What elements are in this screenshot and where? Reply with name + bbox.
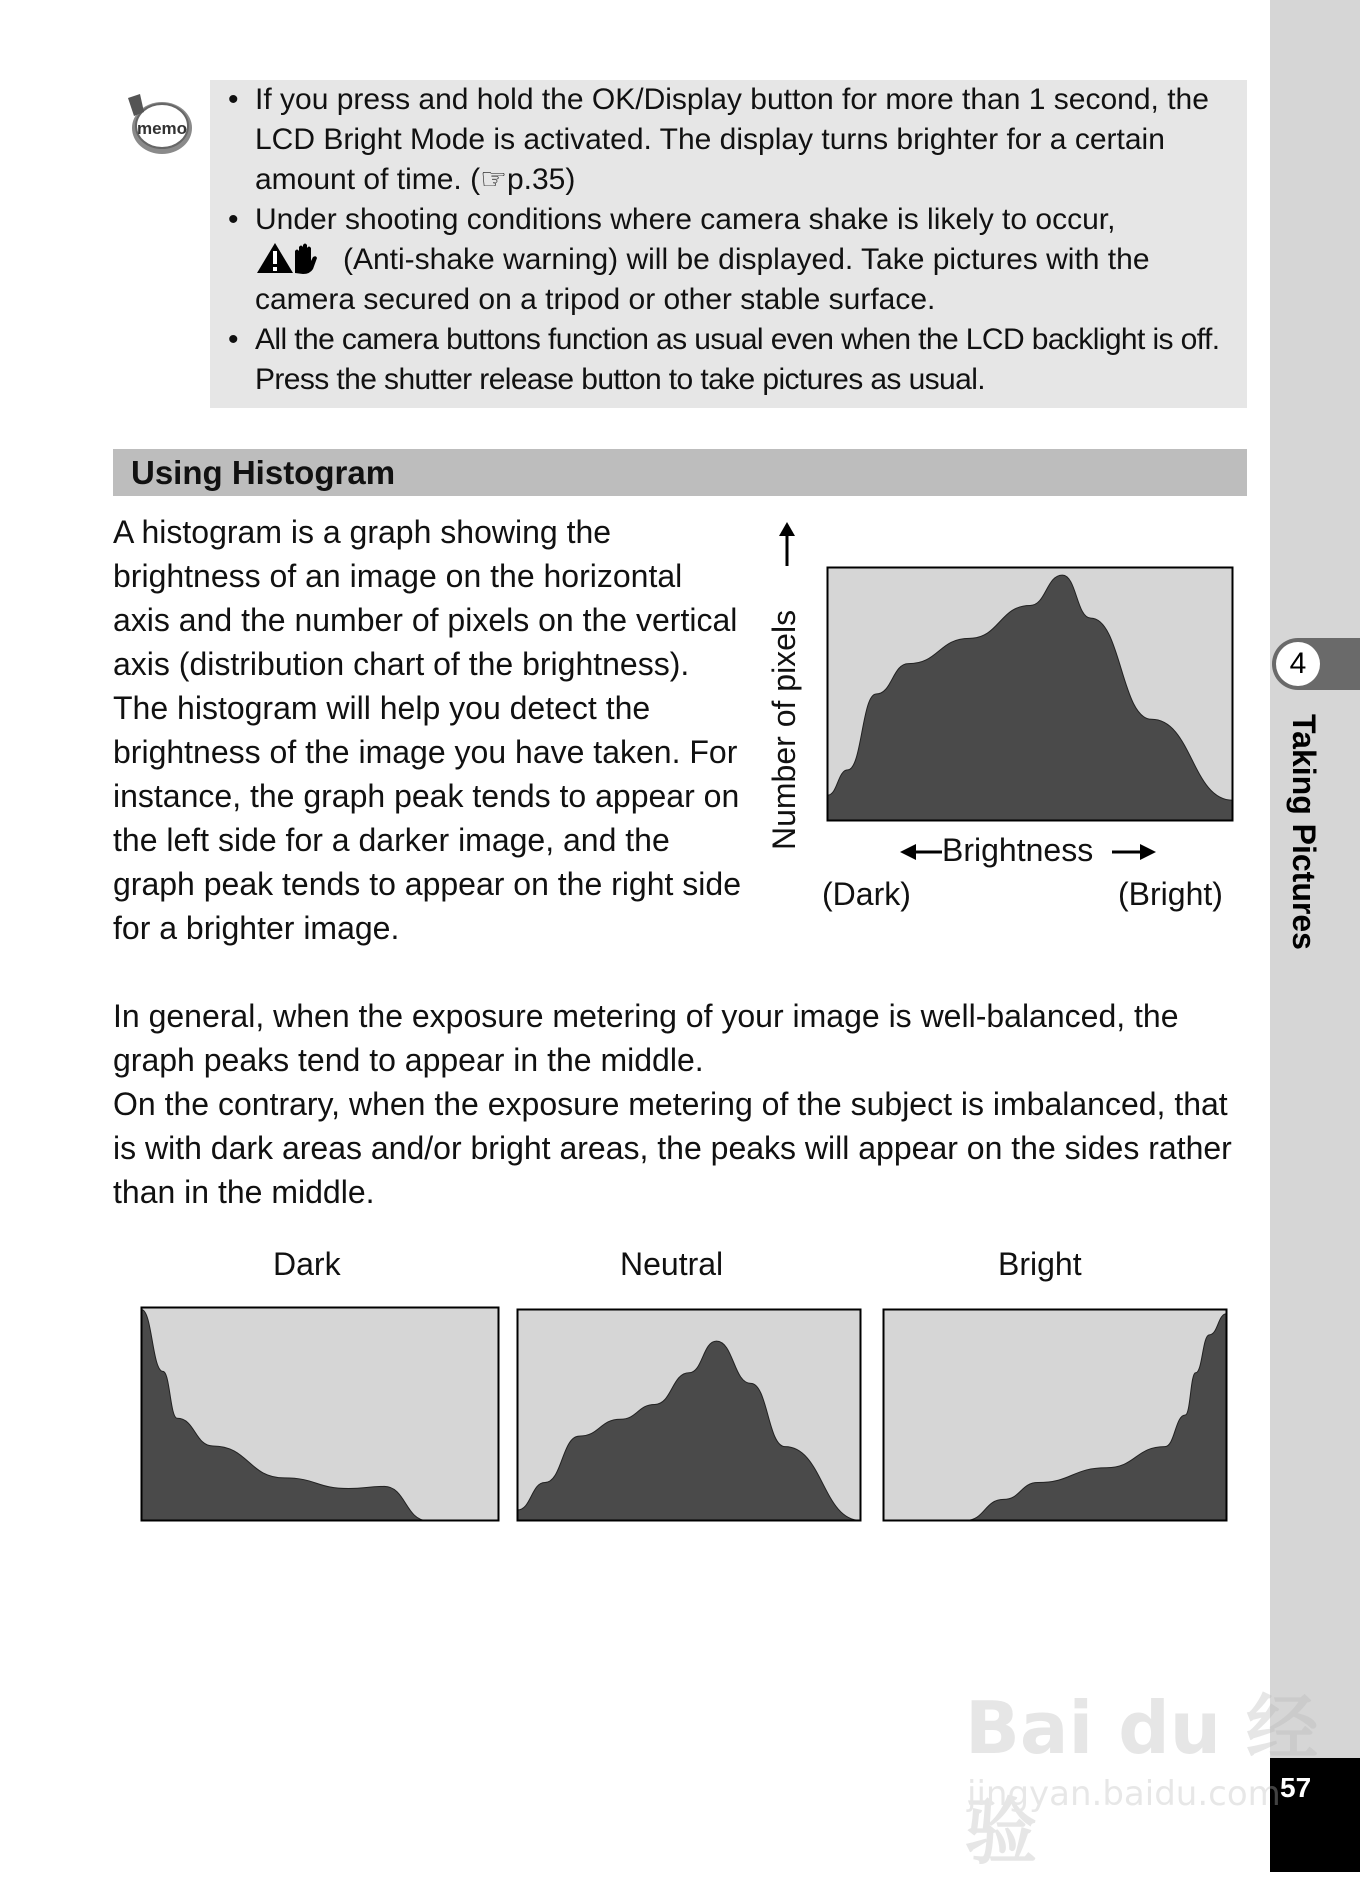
bright-end-label: (Bright) — [1118, 876, 1223, 912]
neutral-histogram-chart — [516, 1308, 862, 1522]
balanced-paragraph: In general, when the exposure metering of your image is well-balanced, the graph peaks tend to appear in the middle. — [113, 998, 1179, 1078]
dark-histogram-chart — [140, 1306, 500, 1522]
bullet: • — [228, 203, 239, 236]
chapter-number: 4 — [1276, 642, 1320, 686]
memo-icon — [120, 90, 200, 160]
bright-histogram-chart — [882, 1308, 1228, 1522]
dark-example-title: Dark — [273, 1246, 341, 1282]
section-title: Using Histogram — [131, 454, 396, 491]
section-header — [113, 449, 1247, 496]
bullet: • — [228, 83, 239, 116]
memo-icon-label: memo — [136, 119, 188, 138]
memo-item-text: Under shooting conditions where camera shake is likely to occur, — [255, 203, 1116, 236]
dark-end-label: (Dark) — [822, 876, 911, 912]
left-arrow-icon — [900, 840, 942, 864]
anti-shake-warning-icon — [255, 241, 325, 275]
y-axis-arrow-icon — [772, 522, 802, 568]
y-axis-label: Number of pixels — [766, 609, 802, 850]
bullet: • — [228, 323, 239, 356]
chapter-title: Taking Pictures — [1286, 714, 1322, 950]
neutral-example-title: Neutral — [620, 1246, 724, 1282]
memo-item-text: If you press and hold the OK/Display button for more than 1 second, the LCD Bright Mode is activated. The display turns brighter for a certain amount of time. (☞p.35) — [255, 83, 1209, 196]
memo-item — [228, 320, 1238, 400]
memo-box — [210, 80, 1247, 408]
memo-item-text: (Anti-shake warning) will be displayed. Take pictures with the camera secured on a tripod or other stable surface. — [255, 243, 1150, 316]
bright-example-title: Bright — [998, 1246, 1082, 1282]
right-arrow-icon — [1112, 840, 1156, 864]
body-paragraphs — [113, 994, 1253, 1214]
watermark — [965, 1670, 1360, 1878]
histogram-description: A histogram is a graph showing the brightness of an image on the horizontal axis and the number of pixels on the vertical axis (distribution chart of the brightness). The histogram will help you detect the brightness of the image you have taken. For instance, the graph peak tends to appear on the left side for a darker image, and the graph peak tends to appear on the right side for a brighter image. — [113, 514, 741, 946]
memo-item — [228, 200, 1238, 320]
page-number: 57 — [1280, 1772, 1312, 1803]
memo-item-text: All the camera buttons function as usual even when the LCD backlight is off. Press the shutter release button to take pictures as usual. — [255, 323, 1220, 396]
x-axis-label: Brightness — [942, 832, 1094, 868]
watermark-url: jingyan.baidu.com — [967, 1774, 1281, 1814]
memo-item — [228, 80, 1238, 200]
memo-list — [228, 80, 1238, 400]
imbalanced-paragraph: On the contrary, when the exposure metering of the subject is imbalanced, that is with dark areas and/or bright areas, the peaks will appear on the sides rather than in the middle. — [113, 1086, 1232, 1210]
main-histogram-chart — [826, 566, 1234, 822]
watermark-logo: Bai du 经验 — [965, 1686, 1319, 1874]
